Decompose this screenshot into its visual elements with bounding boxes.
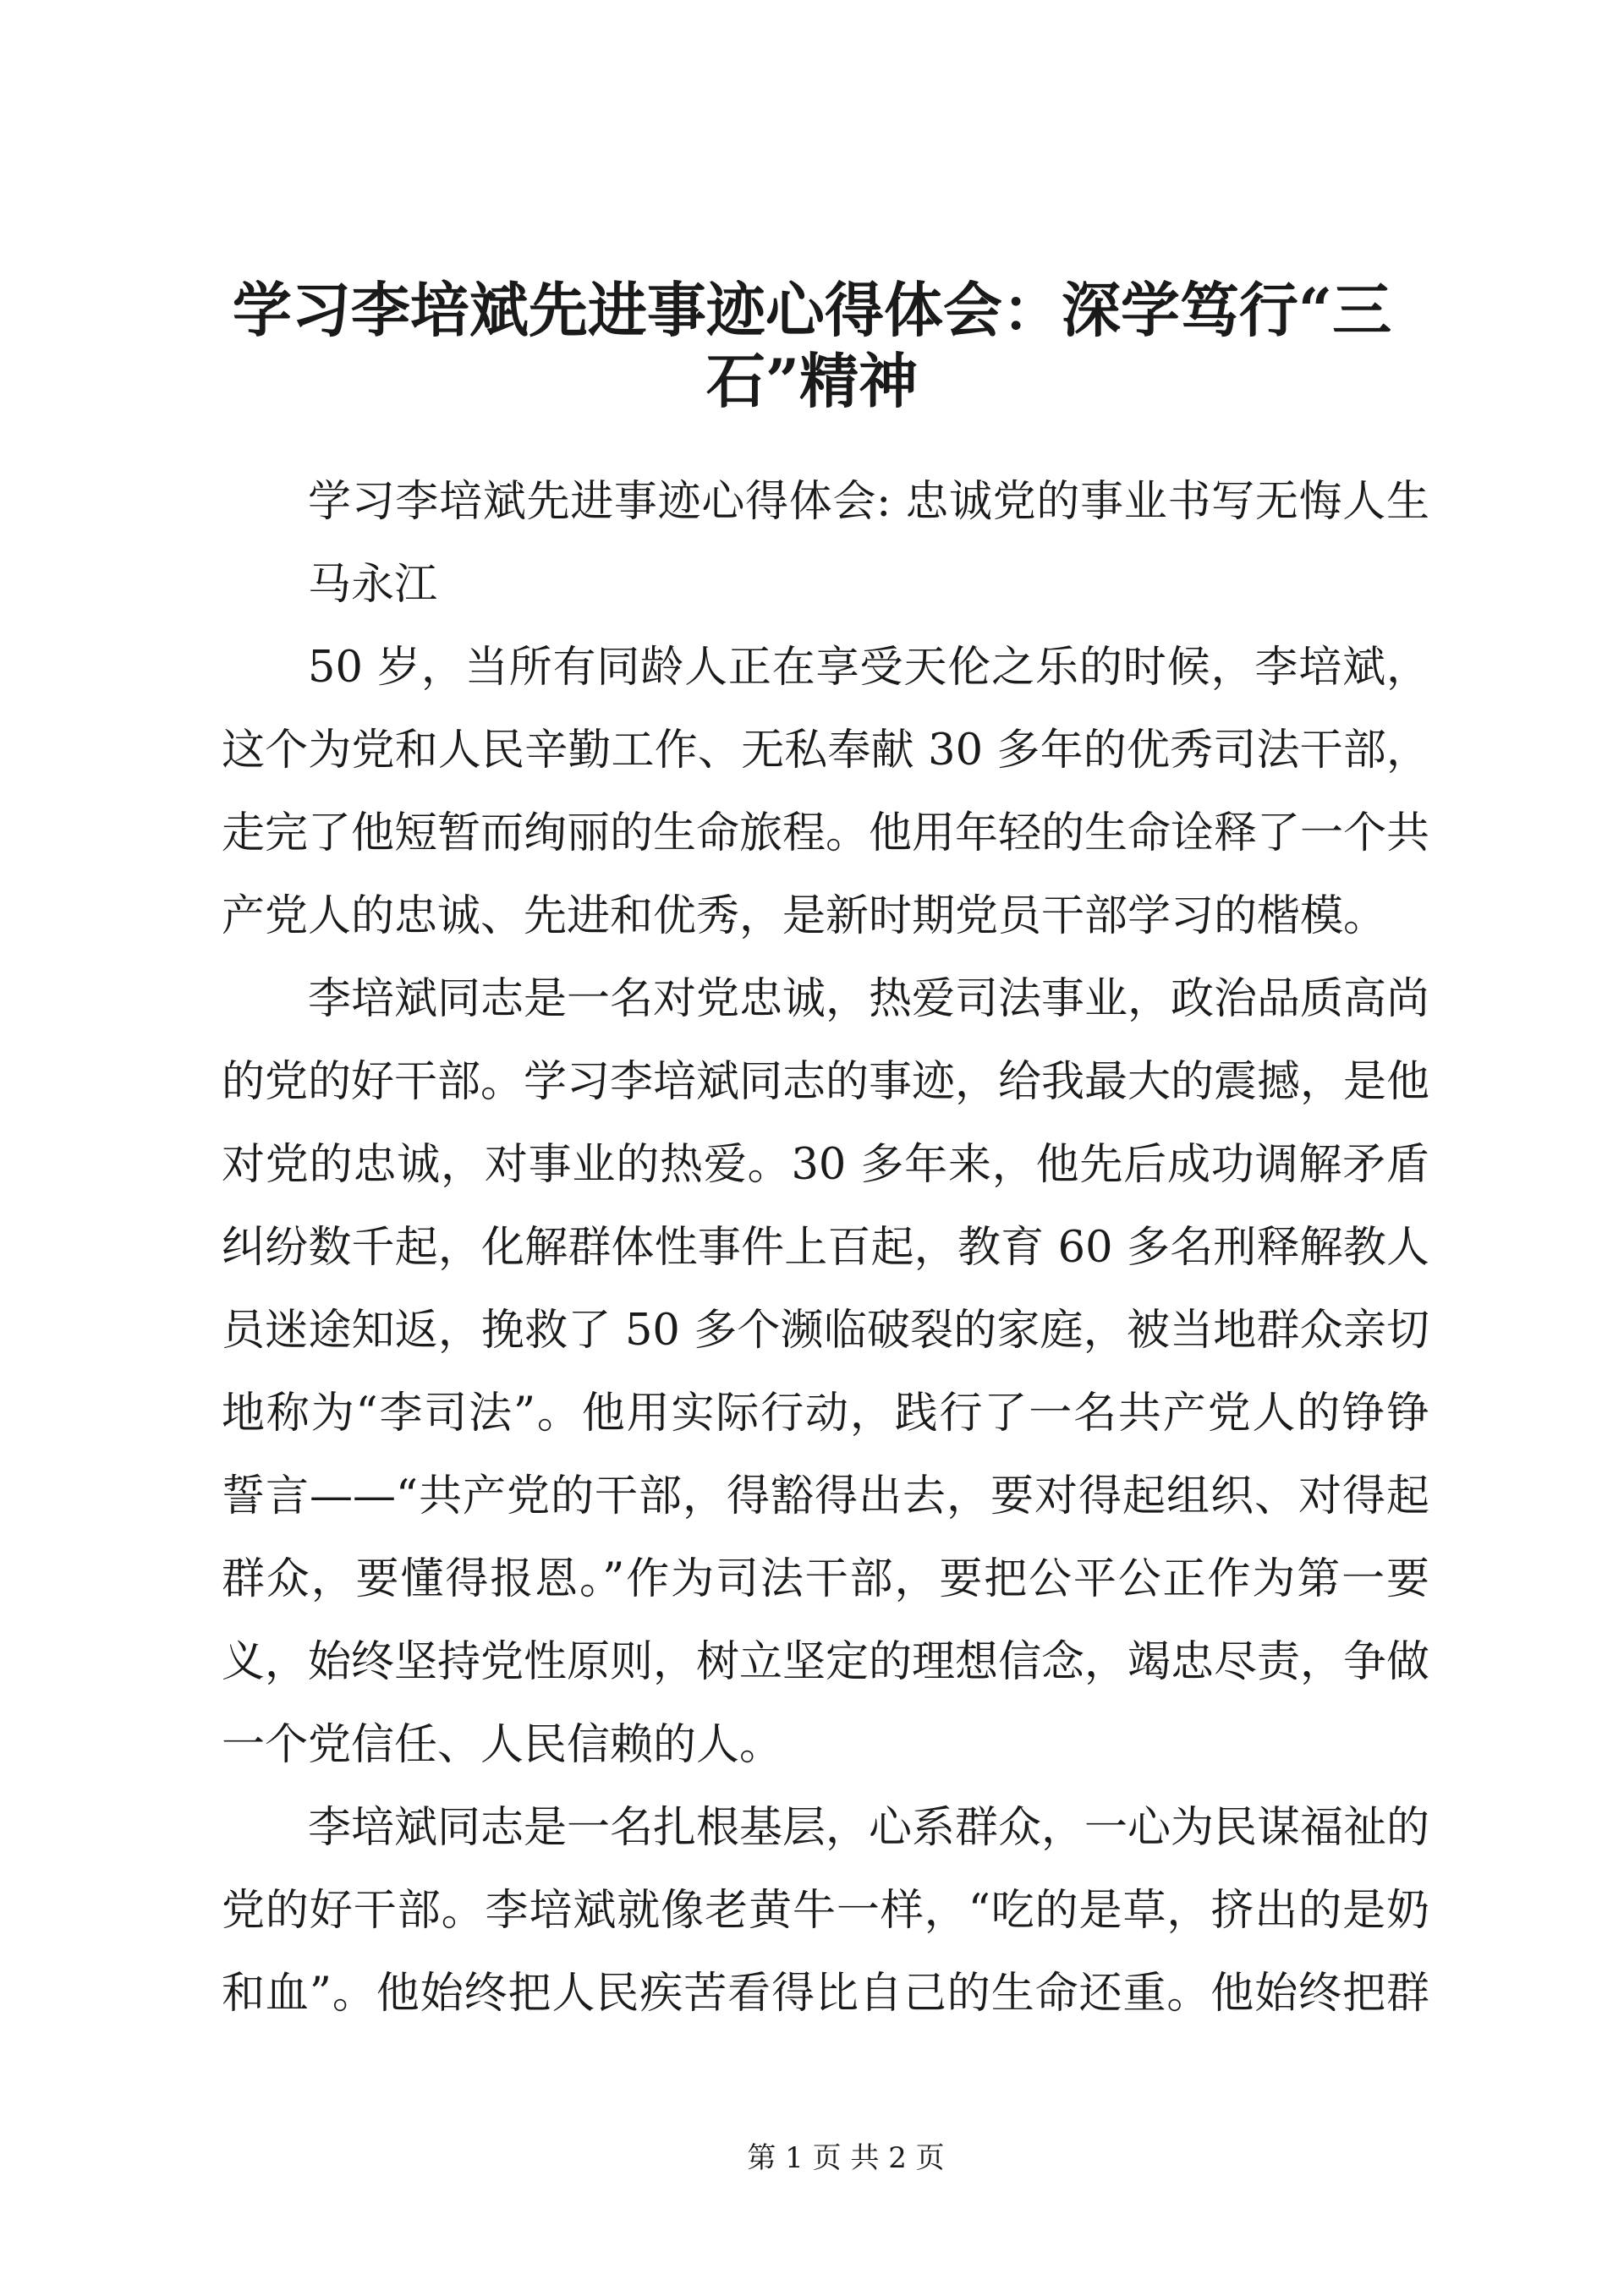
paragraph-line: 义，始终坚持党性原则，树立坚定的理想信念，竭忠尽责，争做	[222, 1637, 1429, 1687]
paragraph-line: 群众，要懂得报恩。”作为司法干部，要把公平公正作为第一要	[222, 1554, 1429, 1604]
paragraph-line: 一个党信任、人民信赖的人。	[222, 1720, 783, 1770]
title-line: 石”精神	[705, 346, 919, 416]
paragraph-line: 对党的忠诚，对事业的热爱。30 多年来，他先后成功调解矛盾	[222, 1140, 1429, 1190]
paragraph-line: 李培斌同志是一名扎根基层，心系群众，一心为民谋福祉的	[308, 1803, 1429, 1853]
page-number-footer: 第 1 页 共 2 页	[747, 2141, 945, 2175]
paragraph-line: 走完了他短暂而绚丽的生命旅程。他用年轻的生命诠释了一个共	[222, 808, 1429, 858]
paragraph-line: 誓言——“共产党的干部，得豁得出去，要对得起组织、对得起	[222, 1471, 1429, 1521]
document-body	[222, 461, 1429, 2036]
paragraph-line: 党的好干部。李培斌就像老黄牛一样，“吃的是草，挤出的是奶	[222, 1886, 1429, 1936]
author-line: 马永江	[308, 560, 438, 610]
subtitle-line: 学习李培斌先进事迹心得体会: 忠诚党的事业书写无悔人生	[308, 477, 1429, 527]
paragraph-line: 这个为党和人民辛勤工作、无私奉献 30 多年的优秀司法干部，	[222, 726, 1429, 775]
paragraph-line: 纠纷数千起，化解群体性事件上百起，教育 60 多名刑释解教人	[222, 1223, 1429, 1273]
paragraph-line: 地称为“李司法”。他用实际行动，践行了一名共产党人的铮铮	[222, 1389, 1429, 1438]
paragraph-line: 50 岁，当所有同龄人正在享受天伦之乐的时候，李培斌，	[308, 643, 1429, 693]
paragraph-line: 员迷途知返，挽救了 50 多个濒临破裂的家庭，被当地群众亲切	[222, 1306, 1429, 1356]
paragraph-line: 产党人的忠诚、先进和优秀，是新时期党员干部学习的楷模。	[222, 891, 1387, 941]
paragraph-line: 和血”。他始终把人民疾苦看得比自己的生命还重。他始终把群	[222, 1969, 1429, 2019]
document-title	[169, 275, 1455, 417]
title-line: 学习李培斌先进事迹心得体会：深学笃行“三	[232, 275, 1392, 345]
paragraph-line: 的党的好干部。学习李培斌同志的事迹，给我最大的震撼，是他	[222, 1057, 1429, 1107]
paragraph-line: 李培斌同志是一名对党忠诚，热爱司法事业，政治品质高尚	[308, 974, 1429, 1024]
